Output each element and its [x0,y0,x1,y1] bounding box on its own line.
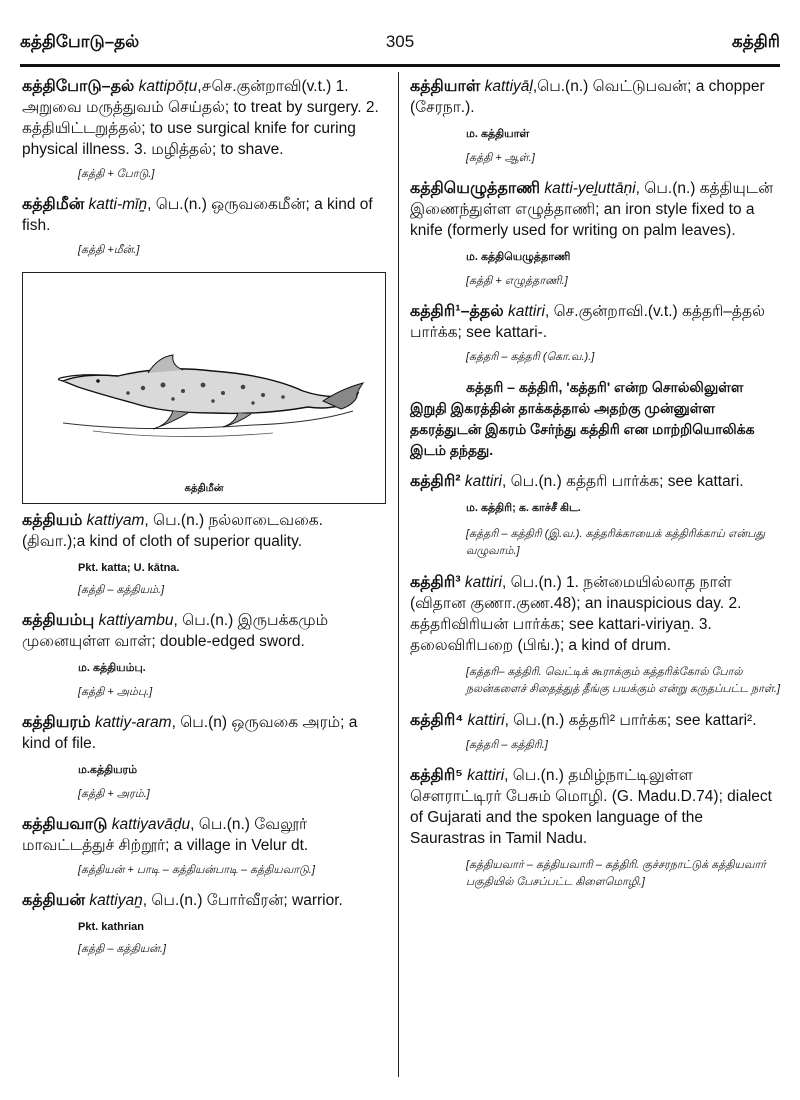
etymology: [கத்தரி – கத்தரி (கொ.வ.).] [466,351,595,363]
entry-kattiyal [410,76,782,118]
etymology: [கத்தி + அம்பு.] [78,686,153,698]
transliteration: kattiri [467,712,505,729]
headword: கத்திரி² [410,473,461,490]
headword: கத்திரி⁴ [410,712,464,729]
headword: கத்திரி⁵ [410,767,463,784]
headword: கத்திபோடு–தல் [22,78,135,95]
transliteration: katti-mīṉ [88,196,148,213]
transliteration: kattiyam [86,512,145,529]
header-rule [20,64,780,67]
entry-kattiri-2 [410,471,782,492]
definition: , பெ.(n.) கத்தியுடன் இணைந்துள்ள எழுத்தாணி; an iron style fixed to a knife (formerly used for writing on palm leaves). [410,180,774,239]
transliteration: kattiyaṉ [89,892,143,909]
cognates: ம. கத்தியெழுத்தாணி [466,251,571,263]
etymology: [கத்தி – கத்தியம்.] [78,584,165,596]
etymology: [கத்தரி– கத்திரி. வெட்டிக் கூராக்கும் கத்தரிக்கோல் போல் நலன்களைச் சிதைத்துத் தீங்கு பயக்கும் என்று கருதப்பட்ட நாள்.] [466,666,781,695]
entry-kattiyam [22,510,388,552]
entry-kattiyeluttani [410,178,782,241]
definition: , பெ.(n.) 1. நன்மையில்லாத நாள் (விதான குணா.குண.48); an inauspicious day. 2. கத்தரிவிரியன் பார்க்க; see kattari-viriyaṉ. 3. தலைவிரிபறை (பிங்.); a kind of drum. [410,574,742,654]
transliteration: kattipōṭu [138,78,198,95]
headword: கத்தியரம் [22,714,91,731]
headword: கத்திரி³ [410,574,461,591]
headword: கத்திமீன் [22,196,85,213]
transliteration: kattiyāḷ [484,78,533,95]
definition: , பெ.(n.) போர்வீரன்; warrior. [142,892,343,909]
definition: , செ.குன்றாவி.(v.t.) கத்தரி–த்தல் பார்க்க; see kattari-. [410,303,765,341]
cognates: ம. கத்தியம்பு. [78,662,146,674]
definition: , பெ.(n.) கத்தரி² பார்க்க; see kattari². [504,712,757,729]
definition: ,பெ.(n.) வெட்டுபவன்; a chopper (சேரநா.). [410,78,765,116]
etymology: [கத்தியவார் – கத்தியவாரி – கத்திரி. குச்சரநாட்டுக் கத்தியவார் பகுதியில் பேசப்பட்ட கிளைமொழி.] [466,859,766,888]
transliteration: kattiyavāḍu [111,816,191,833]
transliteration: kattiri [464,574,502,591]
definition: , பெ.(n.) ஒருவகைமீன்; a kind of fish. [22,196,373,234]
etymology: [கத்தி – கத்தியன்.] [78,943,166,955]
entry-kattiri-5 [410,765,782,849]
definition: ,௪செ.குன்றாவி(v.t.) 1. அறுவை மருத்துவம் செய்தல்; to treat by surgery. 2. கத்தியிட்டறுத்தல்; to use surgical knife for curing physical illness. 3. மழித்தல்; to shave. [22,78,379,158]
etymology: [கத்தி +மீன்.] [78,244,140,256]
etymology: [கத்தி + ஆள்.] [466,152,535,164]
entry-kattiyan [22,890,388,911]
cognates: ம. கத்திரி; க. காச்சீ கிட. [466,502,581,514]
cognates: ம.கத்தியரம் [78,764,138,776]
header-right-guideword: கத்திரி [731,32,780,51]
entry-kattiyambu [22,610,388,652]
etymology: [கத்தி + எழுத்தாணி.] [466,275,568,287]
right-column [410,76,782,903]
headword: கத்தியெழுத்தாணி [410,180,541,197]
transliteration: kattiri [464,473,502,490]
headword: கத்தியாள் [410,78,481,95]
sawfish-drawing [23,273,385,503]
entry-kattimin [22,194,388,236]
definition: , பெ.(n.) நல்லாடைவகை. (திவா.);a kind of cloth of superior quality. [22,512,323,550]
entry-kattiri-3 [410,572,782,656]
etymology: [கத்தி + போடு.] [78,168,155,180]
transliteration: kattiri [467,767,505,784]
headword: கத்தியன் [22,892,85,909]
headword: கத்தியம் [22,512,83,529]
header-left-guideword: கத்திபோடு–தல் [20,32,140,51]
column-divider [398,72,399,1077]
usage-note: கத்தரி – கத்திரி, 'கத்தரி' என்ற சொல்லிலுள்ள இறுதி இகரத்தின் தாக்கத்தால் அதற்கு முன்னுள்ள தகரத்துடன் இகரம் சேர்ந்து கத்திரி என மாற்றியொலிக்க இடம் தந்தது. [410,379,755,458]
definition: , பெ.(n) ஒருவகை அரம்; a kind of file. [22,714,358,752]
etymology: [கத்தியன் + பாடி – கத்தியன்பாடி – கத்தியவாடு.] [78,864,315,876]
transliteration: kattiyambu [98,612,174,629]
cognates: Pkt. katta; U. kātna. [78,562,180,574]
fish-illustration [22,272,386,504]
entry-kattiyaram [22,712,388,754]
transliteration: kattiri [507,303,545,320]
entry-kattipotu [22,76,388,160]
definition: , பெ.(n.) இருபக்கமும் முனையுள்ள வாள்; double-edged sword. [22,612,329,650]
etymology: [கத்தரி – கத்திரி.] [466,739,548,751]
transliteration: katti-yeḻuttāṇi [544,180,636,197]
etymology: [கத்தி + அரம்.] [78,788,150,800]
definition: , பெ.(n.) தமிழ்நாட்டிலுள்ள சௌராட்டிரர் பேசும் மொழி. (G. Madu.D.74); dialect of Gujarati and the spoken language of the Saurastras in Tamil Nadu. [410,767,772,847]
figure-caption: கத்திமீன் [184,483,224,494]
cognates: ம. கத்தியாள் [466,128,530,140]
transliteration: kattiy-aram [94,714,172,731]
entry-kattiri-4 [410,710,782,731]
etymology: [கத்தரி – கத்திரி (இ.வ.). கத்தரிக்காயைக் கத்திரிக்காய் என்பது வழுவாம்.] [466,528,765,557]
entry-kattiyavatu [22,814,388,856]
definition: , பெ.(n.) வேலூர் மாவட்டத்துச் சிற்றூர்; a village in Velur dt. [22,816,309,854]
definition: , பெ.(n.) கத்தரி பார்க்க; see kattari. [501,473,744,490]
headword: கத்திரி¹–த்தல் [410,303,504,320]
left-column [22,76,388,969]
page-number: 305 [385,32,415,51]
headword: கத்தியவாடு [22,816,108,833]
cognates: Pkt. kathrian [78,921,145,933]
entry-kattiri-1 [410,301,782,343]
headword: கத்தியம்பு [22,612,95,629]
page-header [20,30,780,60]
